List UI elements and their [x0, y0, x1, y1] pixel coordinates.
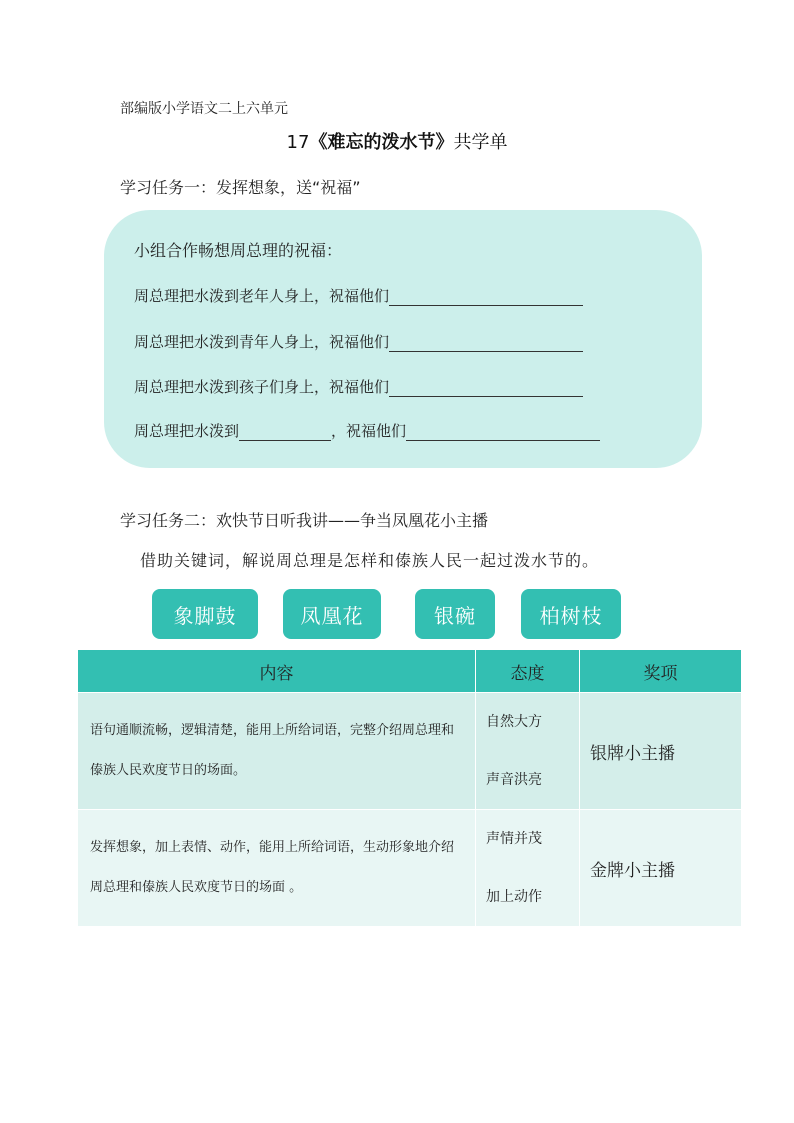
header-content: 内容 [78, 650, 476, 693]
blessing-line-text: 周总理把水泼到 [134, 422, 240, 440]
attitude-item: 加上动作 [486, 889, 542, 905]
blessing-line-text: 周总理把水泼到孩子们身上，祝福他们 [134, 378, 390, 396]
blessing-line-1 [134, 285, 583, 306]
card-heading: 小组合作畅想周总理的祝福： [134, 241, 343, 260]
series-label: 部编版小学语文二上六单元 [120, 101, 288, 117]
attitude-item: 自然大方 [486, 714, 542, 730]
award-cell: 银牌小主播 [580, 693, 742, 810]
blessing-line-text: 周总理把水泼到老年人身上，祝福他们 [134, 287, 390, 305]
blessing-line-3 [134, 376, 583, 397]
blessing-line-text: 周总理把水泼到青年人身上，祝福他们 [134, 333, 390, 351]
blessing-line-text: ，祝福他们 [331, 422, 407, 440]
title-suffix: 共学单 [453, 132, 508, 153]
fill-blank[interactable] [389, 289, 583, 306]
table-row [78, 810, 742, 927]
table-header-row [78, 650, 742, 693]
fill-blank[interactable] [239, 424, 331, 441]
attitude-item: 声音洪亮 [486, 772, 542, 788]
blessing-line-2 [134, 331, 583, 352]
attitude-item: 声情并茂 [486, 831, 542, 847]
task1-title: 学习任务一：发挥想象，送“祝福” [120, 178, 361, 197]
title-main: 《难忘的泼水节》 [309, 132, 454, 153]
table-row [78, 693, 742, 810]
content-cell: 语句通顺流畅，逻辑清楚，能用上所给词语，完整介绍周总理和傣族人民欢度节日的场面。 [78, 693, 476, 810]
keyword-badge: 柏树枝 [521, 589, 621, 639]
award-cell: 金牌小主播 [580, 810, 742, 927]
attitude-cell [476, 693, 580, 810]
blessing-line-4 [134, 420, 600, 441]
header-attitude: 态度 [476, 650, 580, 693]
page-title [0, 128, 794, 154]
rubric-table [77, 649, 742, 927]
fill-blank[interactable] [406, 424, 600, 441]
content-cell: 发挥想象，加上表情、动作，能用上所给词语，生动形象地介绍周总理和傣族人民欢度节日的场面 。 [78, 810, 476, 927]
fill-blank[interactable] [389, 380, 583, 397]
keyword-badge: 象脚鼓 [152, 589, 258, 639]
task2-intro: 借助关键词，解说周总理是怎样和傣族人民一起过泼水节的。 [140, 551, 600, 570]
attitude-cell [476, 810, 580, 927]
title-number: 17 [286, 132, 310, 153]
keyword-badge: 银碗 [415, 589, 495, 639]
keyword-badge: 凤凰花 [283, 589, 381, 639]
fill-blank[interactable] [389, 335, 583, 352]
header-award: 奖项 [580, 650, 742, 693]
task2-title: 学习任务二：欢快节日听我讲——争当凤凰花小主播 [120, 511, 489, 530]
